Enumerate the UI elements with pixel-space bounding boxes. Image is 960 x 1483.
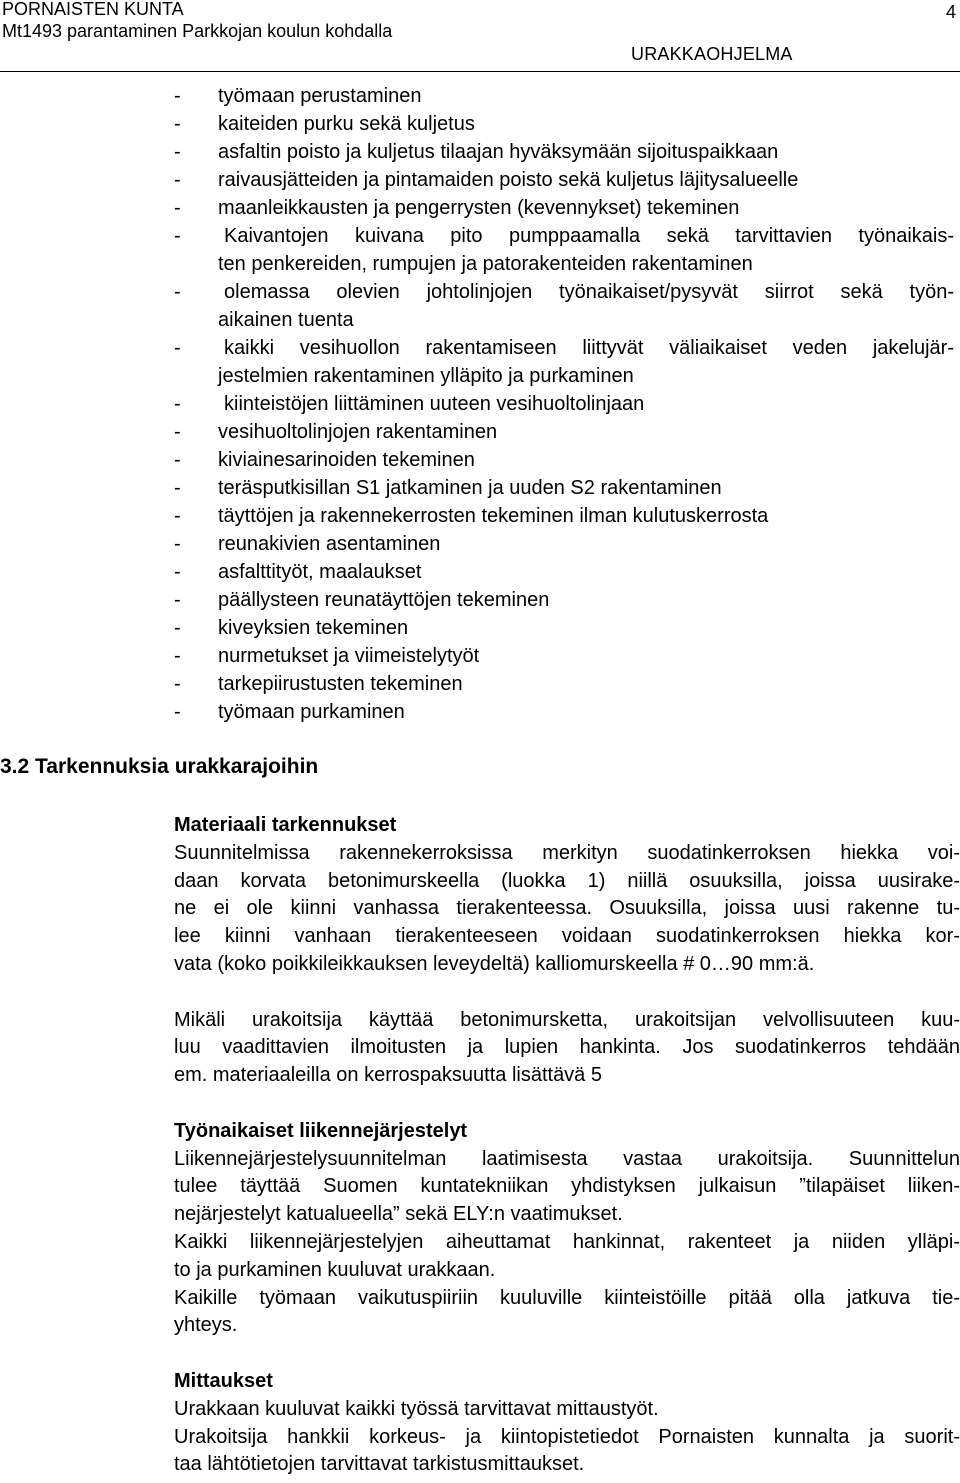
work-item xyxy=(174,670,954,698)
work-item-text xyxy=(218,278,954,334)
dash-marker: - xyxy=(174,617,181,639)
work-item-text xyxy=(218,222,954,278)
work-item-line: jestelmien rakentaminen ylläpito ja purkaminen xyxy=(218,365,634,387)
work-item xyxy=(174,418,954,446)
work-item-line: täyttöjen ja rakennekerrosten tekeminen ilman kulutuskerrosta xyxy=(218,505,769,527)
work-item-text xyxy=(218,502,954,530)
paragraph-line: em. materiaaleilla on kerrospaksuutta lisättävä 5 xyxy=(174,1064,602,1087)
paragraph-line: Liikennejärjestelysuunnitelman laatimisesta vastaa urakoitsija. Suunnittelun xyxy=(174,1147,960,1170)
dash-marker: - xyxy=(174,393,181,415)
paragraph-line: daan korvata betonimurskeella (luokka 1) niillä osuuksilla, joissa uusirake- xyxy=(174,869,960,892)
work-item-line: raivausjätteiden ja pintamaiden poisto sekä kuljetus läjitysalueelle xyxy=(218,169,799,191)
work-item xyxy=(174,334,954,390)
dash-marker: - xyxy=(174,589,181,611)
paragraph-line: Kaikki liikennejärjestelyjen aiheuttamat hankinnat, rakenteet ja niiden ylläpi- xyxy=(174,1230,960,1253)
dash-marker: - xyxy=(174,449,181,471)
work-item-text xyxy=(218,586,954,614)
work-item xyxy=(174,530,954,558)
work-item xyxy=(174,166,954,194)
page-number: 4 xyxy=(945,2,956,22)
dash-marker: - xyxy=(174,533,181,555)
dash-marker: - xyxy=(174,673,181,695)
work-item-text xyxy=(218,614,954,642)
dash-marker: - xyxy=(174,225,181,247)
work-item xyxy=(174,110,954,138)
work-item-line: maanleikkausten ja pengerrysten (kevennykset) tekeminen xyxy=(218,197,740,219)
work-item-line: kiveyksien tekeminen xyxy=(218,617,409,639)
dash-marker: - xyxy=(174,561,181,583)
work-item xyxy=(174,138,954,166)
dash-marker: - xyxy=(174,85,181,107)
work-item-text xyxy=(218,446,954,474)
work-item-line: työmaan perustaminen xyxy=(218,85,422,107)
section-title: 3.2 Tarkennuksia urakkarajoihin xyxy=(0,755,319,778)
work-item-line: ten penkereiden, rumpujen ja patorakenteiden rakentaminen xyxy=(218,253,753,275)
work-item-text xyxy=(218,530,954,558)
work-item-line: reunakivien asentaminen xyxy=(218,533,441,555)
work-item-line: päällysteen reunatäyttöjen tekeminen xyxy=(218,589,550,611)
work-item-text xyxy=(218,670,954,698)
work-item xyxy=(174,642,954,670)
dash-marker: - xyxy=(174,169,181,191)
paragraph-line: taa lähtötietojen tarvittavat tarkistusmittaukset. xyxy=(174,1453,585,1476)
work-item-line: aikainen tuenta xyxy=(218,309,354,331)
work-item-text xyxy=(218,474,954,502)
paragraph-line: luu vaadittavien ilmoitusten ja lupien hankinta. Jos suodatinkerros tehdään xyxy=(174,1036,960,1059)
paragraph-line: Urakoitsija hankkii korkeus- ja kiintopistetiedot Pornaisten kunnalta ja suorit- xyxy=(174,1425,960,1448)
work-item-line: asfaltin poisto ja kuljetus tilaajan hyväksymään sijoituspaikkaan xyxy=(218,141,779,163)
work-item xyxy=(174,222,954,278)
work-item xyxy=(174,446,954,474)
header-divider xyxy=(0,71,960,72)
paragraph-line: vata (koko poikkileikkauksen leveydeltä) kalliomurskeella # 0…90 mm:ä. xyxy=(174,952,815,975)
work-item xyxy=(174,278,954,334)
work-item-line: asfalttityöt, maalaukset xyxy=(218,561,422,583)
work-item-line: kiinteistöjen liittäminen uuteen vesihuoltolinjaan xyxy=(224,393,645,415)
dash-marker: - xyxy=(174,421,181,443)
dash-marker: - xyxy=(174,281,181,303)
work-item-text xyxy=(218,334,954,390)
work-items-list xyxy=(174,82,954,726)
paragraph-line: Suunnitelmissa rakennekerroksissa merkityn suodatinkerroksen hiekka voi- xyxy=(174,841,960,864)
traffic-paragraph-3 xyxy=(174,1285,960,1341)
work-item-line: Kaivantojen kuivana pito pumppaamalla sekä tarvittavien työnaikais- xyxy=(224,225,954,247)
work-item-text xyxy=(218,642,954,670)
paragraph-line: Mikäli urakoitsija käyttää betonimursketta, urakoitsijan velvollisuuteen kuu- xyxy=(174,1008,960,1031)
work-item-text xyxy=(218,390,954,418)
work-item-text xyxy=(218,698,954,726)
work-item-line: kaikki vesihuollon rakentamiseen liittyvät väliaikaiset veden jakelujär- xyxy=(224,337,954,359)
paragraph-line: nejärjestelyt katualueella” sekä ELY:n vaatimukset. xyxy=(174,1203,623,1226)
page-header xyxy=(0,0,960,80)
work-item-text xyxy=(218,558,954,586)
work-item-text xyxy=(218,166,954,194)
paragraph-line: to ja purkaminen kuuluvat urakkaan. xyxy=(174,1258,496,1281)
project-name: Mt1493 parantaminen Parkkojan koulun kohdalla xyxy=(2,21,393,41)
work-item xyxy=(174,698,954,726)
work-item xyxy=(174,614,954,642)
dash-marker: - xyxy=(174,645,181,667)
materials-paragraph-2 xyxy=(174,1007,960,1090)
dash-marker: - xyxy=(174,141,181,163)
measurements-paragraph-1 xyxy=(174,1396,960,1424)
materials-heading: Materiaali tarkennukset xyxy=(174,814,397,836)
work-item xyxy=(174,558,954,586)
paragraph-line: tulee täyttää Suomen kuntatekniikan yhdistyksen julkaisun ”tilapäiset liiken- xyxy=(174,1175,960,1198)
work-item-text xyxy=(218,194,954,222)
work-item-text xyxy=(218,418,954,446)
traffic-heading: Työnaikaiset liikennejärjestelyt xyxy=(174,1119,468,1142)
dash-marker: - xyxy=(174,505,181,527)
work-item-text xyxy=(218,110,954,138)
paragraph-line: yhteys. xyxy=(174,1314,238,1337)
work-item xyxy=(174,82,954,110)
work-item-text xyxy=(218,138,954,166)
measurements-paragraph-2 xyxy=(174,1424,960,1480)
traffic-paragraph-1 xyxy=(174,1146,960,1229)
materials-paragraph-1 xyxy=(174,840,960,979)
work-item xyxy=(174,502,954,530)
work-item-line: vesihuoltolinjojen rakentaminen xyxy=(218,421,498,443)
measurements-heading: Mittaukset xyxy=(174,1369,273,1392)
traffic-paragraph-2 xyxy=(174,1229,960,1285)
dash-marker: - xyxy=(174,337,181,359)
work-item xyxy=(174,390,954,418)
dash-marker: - xyxy=(174,197,181,219)
paragraph-line: ne ei ole kiinni vanhassa tierakenteessa. Osuuksilla, joissa uusi rakenne tu- xyxy=(174,897,960,920)
work-item xyxy=(174,194,954,222)
work-item-line: tarkepiirustusten tekeminen xyxy=(218,673,463,695)
document-type: URAKKAOHJELMA xyxy=(631,44,793,64)
work-item-line: teräsputkisillan S1 jatkaminen ja uuden S2 rakentaminen xyxy=(218,477,722,499)
work-item-line: olemassa olevien johtolinjojen työnaikaiset/pysyvät siirrot sekä työn- xyxy=(224,281,954,303)
paragraph-line: lee kiinni vanhaan tierakenteeseen voidaan suodatinkerroksen hiekka kor- xyxy=(174,925,960,948)
paragraph-line: Kaikille työmaan vaikutuspiiriin kuuluville kiinteistöille pitää olla jatkuva tie- xyxy=(174,1286,960,1309)
work-item-line: kiviainesarinoiden tekeminen xyxy=(218,449,475,471)
organization-name: PORNAISTEN KUNTA xyxy=(2,0,184,19)
work-item-line: nurmetukset ja viimeistelytyöt xyxy=(218,645,480,667)
work-item-text xyxy=(218,82,954,110)
dash-marker: - xyxy=(174,701,181,723)
work-item-line: kaiteiden purku sekä kuljetus xyxy=(218,113,475,135)
dash-marker: - xyxy=(174,113,181,135)
dash-marker: - xyxy=(174,477,181,499)
paragraph-line: Urakkaan kuuluvat kaikki työssä tarvittavat mittaustyöt. xyxy=(174,1397,659,1420)
work-item xyxy=(174,474,954,502)
section-body xyxy=(174,812,960,1479)
work-item-line: työmaan purkaminen xyxy=(218,701,405,723)
work-item xyxy=(174,586,954,614)
